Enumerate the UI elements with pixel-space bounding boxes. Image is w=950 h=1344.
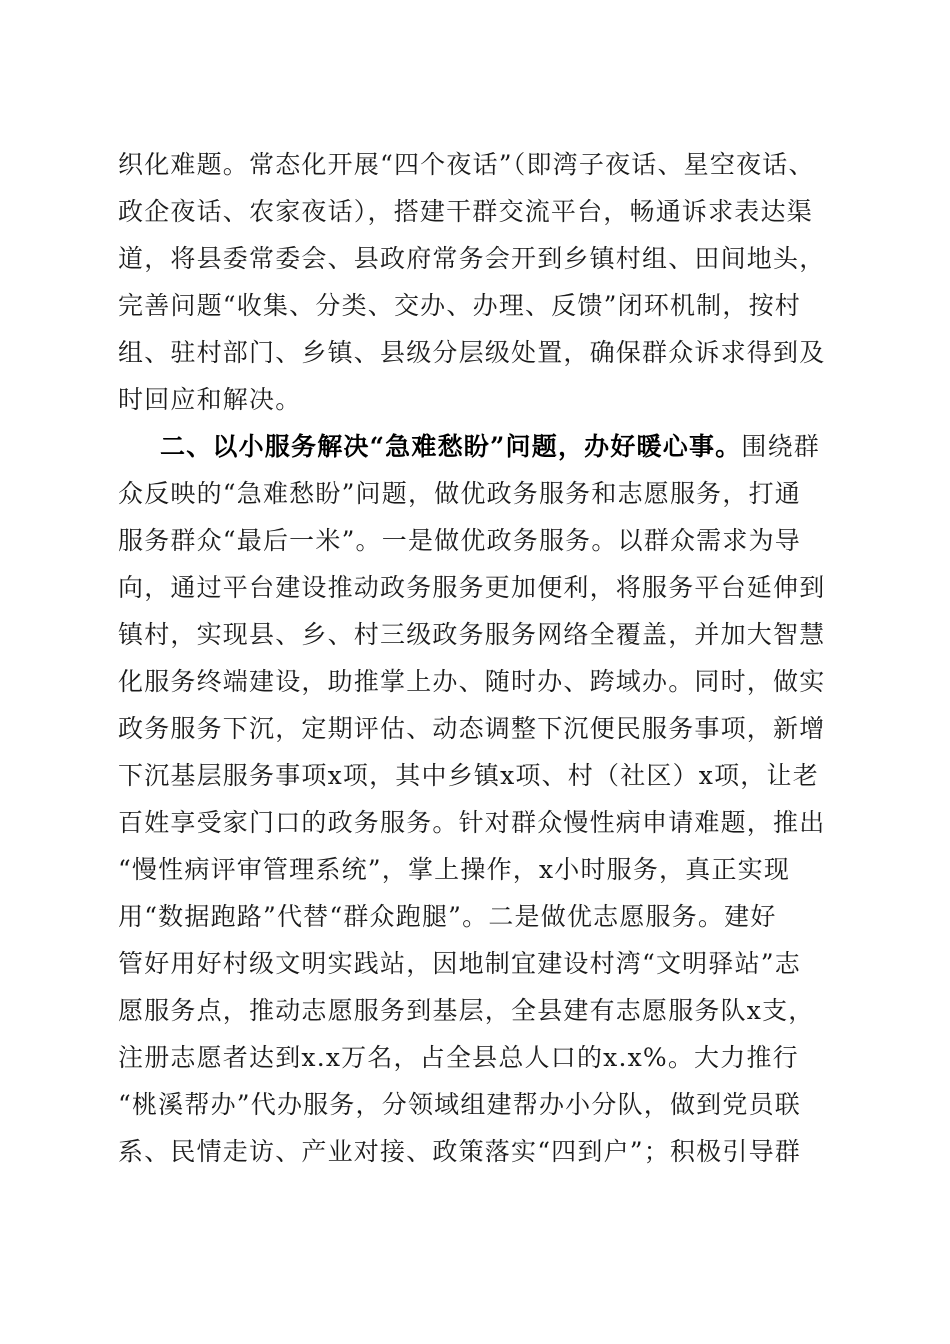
paragraph-line: 向，通过平台建设推动政务服务更加便利，将服务平台延伸到 xyxy=(118,573,826,602)
paragraph-line: 组、驻村部门、乡镇、县级分层级处置，确保群众诉求得到及 xyxy=(118,338,826,367)
paragraph-line: 政务服务下沉，定期评估、动态调整下沉便民服务事项，新增 xyxy=(118,714,826,743)
paragraph-line: 众反映的“急难愁盼”问题，做优政务服务和志愿服务，打通 xyxy=(118,479,801,508)
paragraph-line: 时回应和解决。 xyxy=(118,385,302,414)
paragraph-line: 愿服务点，推动志愿服务到基层，全县建有志愿服务队x支， xyxy=(118,996,815,1025)
paragraph-line: 用“数据跑路”代替“群众跑腿”。二是做优志愿服务。建好 xyxy=(118,902,777,931)
paragraph-line: “桃溪帮办”代办服务，分领域组建帮办小分队，做到党员联 xyxy=(118,1090,801,1119)
paragraph-line: “慢性病评审管理系统”，掌上操作，x小时服务，真正实现 xyxy=(118,855,791,884)
paragraph-line: 化服务终端建设，助推掌上办、随时办、跨域办。同时，做实 xyxy=(118,667,826,696)
section-heading-line xyxy=(160,430,880,464)
paragraph-line: 系、民情走访、产业对接、政策落实“四到户”；积极引导群 xyxy=(118,1137,801,1166)
paragraph-line: 注册志愿者达到x.x万名，占全县总人口的x.x%。大力推行 xyxy=(118,1043,799,1072)
paragraph-line: 管好用好村级文明实践站，因地制宜建设村湾“文明驿站”志 xyxy=(118,949,801,978)
paragraph-line: 镇村，实现县、乡、村三级政务服务网络全覆盖，并加大智慧 xyxy=(118,620,826,649)
paragraph-line: 织化难题。常态化开展“四个夜话”（即湾子夜话、星空夜话、 xyxy=(118,150,815,179)
paragraph-line: 政企夜话、农家夜话），搭建干群交流平台，畅通诉求表达渠 xyxy=(118,197,813,226)
paragraph-line: 百姓享受家门口的政务服务。针对群众慢性病申请难题，推出 xyxy=(118,808,826,837)
section-heading: 二、以小服务解决“急难愁盼”问题，办好暖心事。 xyxy=(160,432,742,461)
heading-continuation: 围绕群 xyxy=(741,432,820,461)
paragraph-line: 完善问题“收集、分类、交办、办理、反馈”闭环机制，按村 xyxy=(118,291,801,320)
paragraph-line: 服务群众“最后一米”。一是做优政务服务。以群众需求为导 xyxy=(118,526,801,555)
paragraph-line: 下沉基层服务事项x项，其中乡镇x项、村（社区）x项，让老 xyxy=(118,761,819,790)
paragraph-line: 道，将县委常委会、县政府常务会开到乡镇村组、田间地头， xyxy=(118,244,826,273)
